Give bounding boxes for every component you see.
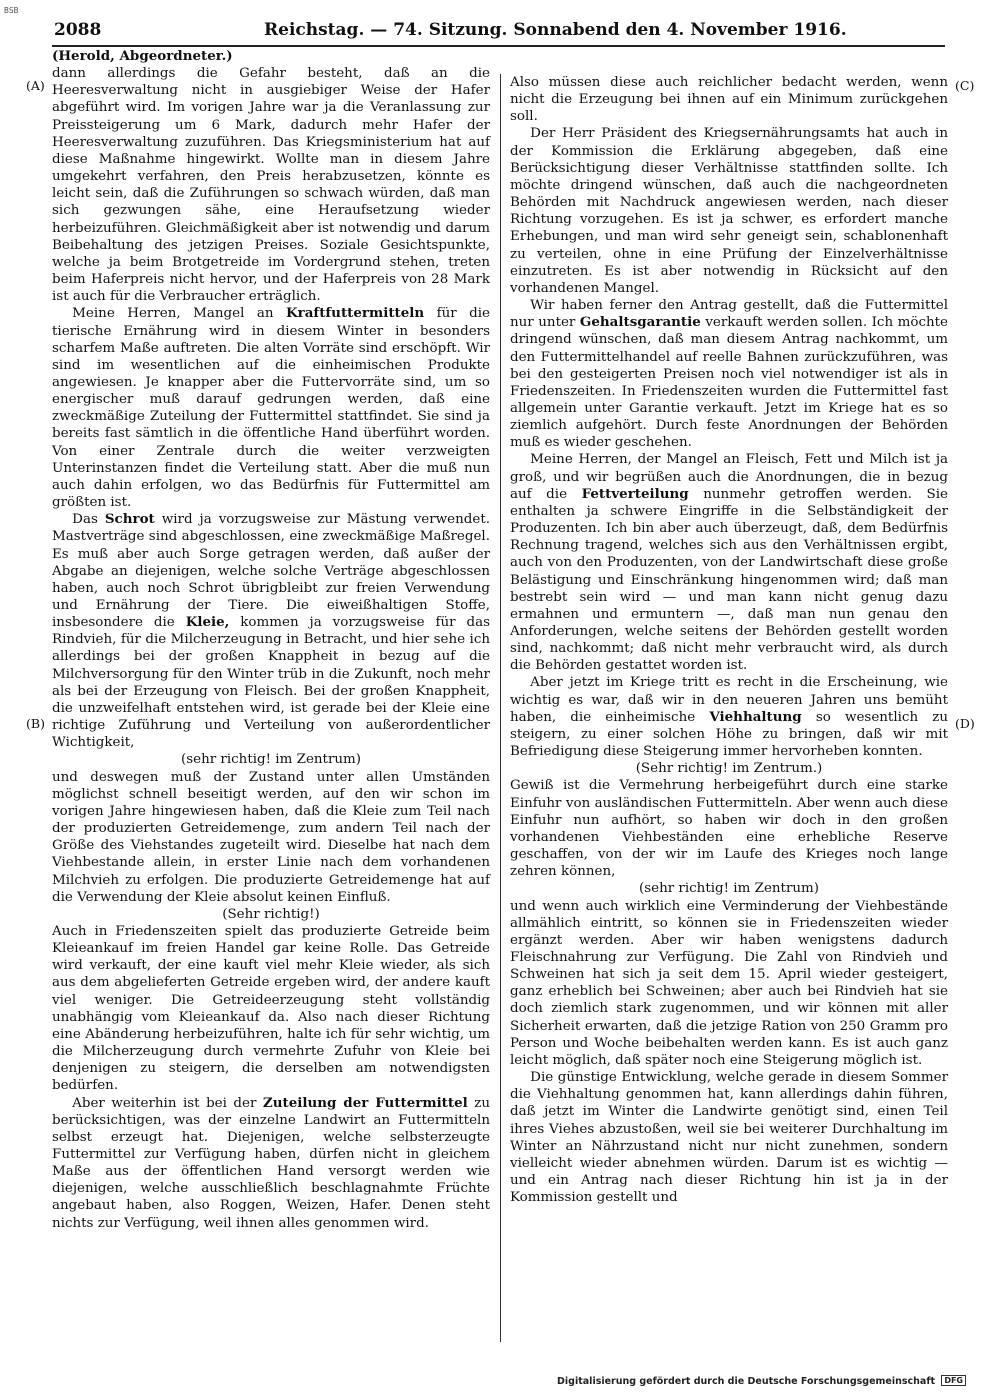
paragraph: Also müssen diese auch reichlicher bedacht werden, wenn nicht die Erzeugung bei ihnen auf ein Minimum zurückgehen soll.: [510, 75, 948, 125]
paragraph: Der Herr Präsident des Kriegsernährungsamts hat auch in der Kommission die Erklärung abgegeben, daß eine Berücksichtigung dieser Verhältnisse stattfinden sollte. Ich möchte dringend wünschen, daß auch die nachgeordneten Behörden mit Nachdruck angewiesen werden, nach dieser Richtung vorzugehen. Es ist ja schwer, es erfordert manche Erhebungen, und man wird sehr geneigt sein, schablonenhaft zu verteilen, ohne in eine Prüfung der Einzelverhältnisse einzutreten. Es ist aber notwendig in Rücksicht auf den vorhandenen Mangel.: [510, 126, 948, 296]
column-divider: [500, 74, 501, 1342]
paragraph: Wir haben ferner den Antrag gestellt, daß die Futtermittel nur unter Gehaltsgarantie verkauft werden sollen. Ich möchte dringend wünschen, daß man diesem Antrag nachkommt, um den Futtermittelhandel auf reelle Bahnen zurückzuführen, was bei den gesteigerten Preisen noch viel notwendiger ist als in Friedenszeiten. In Friedenszeiten wurden die Futtermittel fast allgemein unter Garantie verkauft. Jetzt im Kriege hat es so ziemlich aufgehört. Durch feste Anordnungen der Behörden muß es wieder geschehen.: [510, 298, 949, 451]
header-rule: [52, 45, 945, 47]
emphasis-term: Kleie,: [185, 614, 230, 631]
dfg-logo-icon: DFG: [941, 1375, 966, 1386]
margin-marker-a: (A): [26, 78, 45, 93]
emphasis-term: Schrot: [104, 511, 155, 528]
paragraph: und deswegen muß der Zustand unter allen Umständen möglichst schnell beseitigt werden, auf den wir schon im vorigen Jahre hingewiesen haben, daß die Kleie zum Teil nach der produzierten Getreidemenge, zum andern Teil nach der Größe des Viehstandes zugeteilt wird. Dieselbe hat nach dem Viehbestande allein, in erster Linie nach dem vorhandenen Milchvieh zu erfolgen. Die produzierte Getreidemenge hat auf die Verwendung der Kleie absolut keinen Einfluß.: [52, 769, 490, 905]
paragraph: Meine Herren, der Mangel an Fleisch, Fett und Milch ist ja groß, und wir begrüßen auch die Anordnungen, die in bezug auf die Fettverteilung nunmehr getroffen werden. Sie enthalten ja schwere Eingriffe in die Selbständigkeit der Produzenten. Ich bin aber auch überzeugt, daß, dem Bedürfnis Rechnung tragend, welches sich aus den Verhältnissen ergibt, auch von den Produzenten, von der Landwirtschaft diese große Belästigung und Einschränkung hingenommen wird; daß man bestrebt sein wird — und man kann nicht genug dazu ermahnen und ermuntern —, daß man nun genau den Anforderungen, welche seitens der Behörden gestellt worden sind, nachkommt; daß nicht mehr verbraucht wird, als durch die Behörden gestattet worden ist.: [510, 452, 948, 674]
interjection: (sehr richtig! im Zentrum): [638, 881, 820, 897]
bsb-watermark: BSB: [4, 6, 19, 15]
emphasis-term: Kraftfuttermitteln: [285, 305, 425, 322]
paragraph: Die günstige Entwicklung, welche gerade in diesem Sommer die Viehhaltung genommen hat, kann allerdings dahin führen, daß jetzt im Winter die Landwirte genötigt sind, einen Teil ihres Viehes abzustoßen, weil sie bei weiterer Durchhaltung im Winter an Nährzustand nicht nur nicht zunehmen, sondern vielleicht wieder abnehmen würden. Darum ist es wichtig — und ein Antrag nach dieser Richtung hin ist ja in der Kommission gestellt und: [510, 1070, 948, 1206]
paragraph: dann allerdings die Gefahr besteht, daß an die Heeresverwaltung nicht in ausgiebiger Weise der Hafer abgeführt wird. Im vorigen Jahre war ja die Veranlassung zur Preissteigerung um 6 Mark, dadurch mehr Hafer der Heeresverwaltung zuzuführen. Das Kriegsministerium hat auf diese Maßnahme hingewirkt. Wollte man in diesem Jahre umgekehrt verfahren, den Preis herabzusetzen, könnte es leicht sein, daß die Zuführungen so schwach würden, daß man sich gezwungen sähe, eine Heraufsetzung wieder herbeizuführen. Gleichmäßigkeit aber ist notwendig und darum Beibehaltung des jetzigen Preises. Soziale Gesichtspunkte, welche ja beim Brotgetreide im Vordergrund stehen, treten beim Haferpreis nicht hervor, und der Haferpreis von 28 Mark ist auch für die Verbraucher erträglich.: [52, 66, 490, 305]
page-number: 2088: [54, 20, 102, 40]
paragraph: Aber weiterhin ist bei der Zuteilung der Futtermittel zu berücksichtigen, was der einzelne Landwirt an Futtermitteln selbst erzeugt hat. Diejenigen, welche selbsterzeugte Futtermittel zur Verfügung haben, dürfen nicht in gleichem Maße aus der öffentlichen Hand versorgt werden wie diejenigen, welche ausschließlich beschlagnahmte Früchte angebaut haben, also Roggen, Weizen, Hafer. Denen steht nichts zur Verfügung, weil ihnen alles genommen wird.: [52, 1094, 490, 1231]
margin-marker-c: (C): [955, 78, 975, 93]
paragraph: Gewiß ist die Vermehrung herbeigeführt durch eine starke Einfuhr von ausländischen Futtermitteln. Aber wenn auch diese Einfuhr nun aufhört, so haben wir doch in den großen vorhandenen Viehbeständen eine erhebliche Reserve geschaffen, von der wir im Laufe des Krieges noch lange zehren können,: [510, 778, 948, 880]
right-column: [510, 74, 948, 1206]
left-column: [52, 48, 490, 1232]
emphasis-term: Gehaltsgarantie: [579, 314, 701, 331]
paragraph: Das Schrot wird ja vorzugsweise zur Mästung verwendet. Mastverträge sind abgeschlossen, eine zweckmäßige Maßregel. Es muß aber auch Sorge getragen werden, daß außer der Abgabe an diejenigen, welche solche Verträge abgeschlossen haben, auch noch Schrot übrigbleibt zur freien Verwendung und Ernährung der Tiere. Die eiweißhaltigen Stoffe, insbesondere die Kleie, kommen ja vorzugsweise für das Rindvieh, für die Milcherzeugung in Betracht, und hier sehe ich allerdings bei der großen Knappheit in bezug auf die Milchversorgung für den Winter trüb in die Zukunft, noch mehr als bei der Erzeugung von Fleisch. Bei der großen Knappheit, die unzweifelhaft entstehen wird, ist gerade bei der Kleie eine richtige Zuführung und Verteilung von außerordentlicher Wichtigkeit,: [52, 511, 490, 751]
page-header: [54, 18, 942, 46]
interjection: (sehr richtig! im Zentrum): [180, 752, 362, 768]
margin-marker-d: (D): [955, 716, 975, 731]
paragraph: Auch in Friedenszeiten spielt das produzierte Getreide beim Kleieankauf im freien Handel gar keine Rolle. Das Getreide wird verkauft, der eine kauft viel mehr Kleie wieder, als sich aus dem abgelieferten Getreide ergeben wird, der andere kauft viel weniger. Die Getreideerzeugung steht vollständig unabhängig vom Kleieankauf da. Also nach dieser Richtung eine Abänderung herbeizuführen, halte ich für sehr wichtig, um die Milcherzeugung durch vermehrte Zufuhr von Kleie bei denjenigen zu steigern, die derselben am notwendigsten bedürfen.: [52, 923, 490, 1094]
paragraph: und wenn auch wirklich eine Verminderung der Viehbestände allmählich eintritt, so können sie in Friedenszeiten wieder ergänzt werden. Aber wir haben wenigstens dadurch Fleischnahrung zur Verfügung. Die Zahl von Rindvieh und Schweinen hat sich ja seit dem 15. April wieder gesteigert, ganz erheblich bei Schweinen; aber auch bei Rindvieh hat sie doch ziemlich stark zugenommen, und wir können mit aller Sicherheit erwarten, daß die jetzige Ration von 250 Gramm pro Person und Woche beibehalten werden kann. Es ist auch ganz leicht möglich, daß später noch eine Steigerung möglich ist.: [510, 898, 948, 1068]
paragraph: Aber jetzt im Kriege tritt es recht in die Erscheinung, wie wichtig es war, daß wir in den neueren Jahren uns bemüht haben, die einheimische Viehhaltung so wesentlich zu steigern, zu einer solchen Höhe zu bringen, daß wir mit Befriedigung diese Steigerung immer hervorheben konnten.: [510, 675, 948, 760]
running-head: Reichstag. — 74. Sitzung. Sonnabend den 4. November 1916.: [264, 20, 847, 40]
credit-text: Digitalisierung gefördert durch die Deutsche Forschungsgemeinschaft: [557, 1376, 936, 1387]
digitization-credit: [557, 1375, 966, 1387]
paragraph: Meine Herren, Mangel an Kraftfuttermitteln für die tierische Ernährung wird in diesem Winter in besonders scharfem Maße auftreten. Die alten Vorräte sind erschöpft. Wir sind im wesentlichen auf die einheimischen Produkte angewiesen. Je knapper aber die Futtervorräte sind, um so energischer muß darauf gedrungen werden, daß eine zweckmäßige Zuteilung der Futtermittel stattfindet. Sie sind ja bereits fast sämtlich in die öffentliche Hand überführt worden. Von einer Zentrale durch die weiter verzweigten Unterinstanzen findet die Verteilung statt. Aber die muß nun auch dahin erfolgen, wo das Bedürfnis für Futtermittel am größten ist.: [52, 305, 490, 511]
speaker-label: (Herold, Abgeordneter.): [52, 48, 233, 64]
interjection: (Sehr richtig! im Zentrum.): [635, 761, 823, 777]
margin-marker-b: (B): [26, 716, 45, 731]
interjection: (Sehr richtig!): [222, 906, 320, 922]
emphasis-term: Zuteilung der Futtermittel: [262, 1094, 468, 1111]
emphasis-term: Viehhaltung: [709, 708, 802, 725]
emphasis-term: Fettverteilung: [581, 485, 689, 502]
